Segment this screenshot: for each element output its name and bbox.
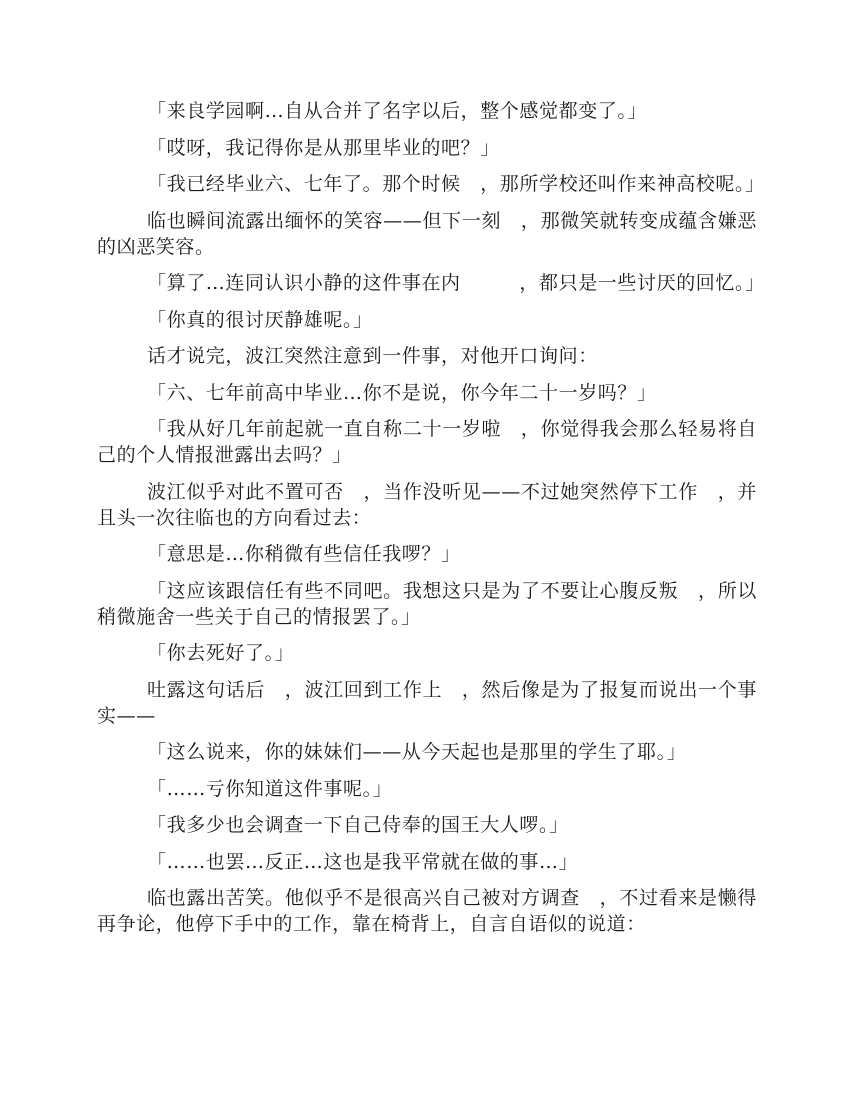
paragraph: 「……也罢…反正…这也是我平常就在做的事…」 bbox=[147, 850, 579, 873]
paragraph: 「这应该跟信任有些不同吧。我想这只是为了不要让心腹反叛 ，所以稍微施舍一些关于自己的情报罢了。」 bbox=[97, 579, 757, 628]
paragraph: 临也露出苦笑。他似乎不是很高兴自己被对方调查 ，不过看来是懒得再争论，他停下手中的工作，靠在椅背上，自言自语似的说道： bbox=[97, 887, 757, 935]
paragraph: 「我多少也会调查一下自己侍奉的国王大人啰。」 bbox=[147, 814, 569, 836]
paragraph: 「来良学园啊…自从合并了名字以后，整个感觉都变了。」 bbox=[147, 100, 648, 122]
paragraph: 吐露这句话后 ，波江回到工作上 ，然后像是为了报复而说出一个事实—— bbox=[97, 678, 757, 727]
paragraph: 「你真的很讨厌静雄呢。」 bbox=[147, 308, 373, 331]
paragraph: 波江似乎对此不置可否 ，当作没听见——不过她突然停下工作 ，并且头一次往临也的方向看过去： bbox=[97, 480, 757, 529]
document-page bbox=[97, 98, 765, 948]
paragraph: 「我从好几年前起就一直自称二十一岁啦 ，你觉得我会那么轻易将自己的个人情报泄露出去吗？」 bbox=[97, 418, 757, 466]
paragraph: 「我已经毕业六、七年了。那个时候 ，那所学校还叫作来神高校呢。」 bbox=[147, 173, 765, 195]
paragraph: 「……亏你知道这件事呢。」 bbox=[147, 777, 393, 800]
paragraph: 「你去死好了。」 bbox=[147, 642, 295, 664]
paragraph: 「六、七年前高中毕业…你不是说，你今年二十一岁吗？」 bbox=[147, 381, 657, 404]
paragraph: 临也瞬间流露出缅怀的笑容——但下一刻 ，那微笑就转变成蕴含嫌恶的凶恶笑容。 bbox=[97, 209, 757, 258]
paragraph: 「意思是…你稍微有些信任我啰？」 bbox=[147, 543, 461, 565]
paragraph: 「算了…连同认识小静的这件事在内 ，都只是一些讨厌的回忆。」 bbox=[147, 272, 765, 294]
paragraph: 「这么说来，你的妹妹们——从今天起也是那里的学生了耶。」 bbox=[147, 741, 687, 763]
paragraph: 话才说完，波江突然注意到一件事，对他开口询问： bbox=[147, 345, 598, 367]
paragraph: 「哎呀，我记得你是从那里毕业的吧？」 bbox=[147, 136, 500, 159]
